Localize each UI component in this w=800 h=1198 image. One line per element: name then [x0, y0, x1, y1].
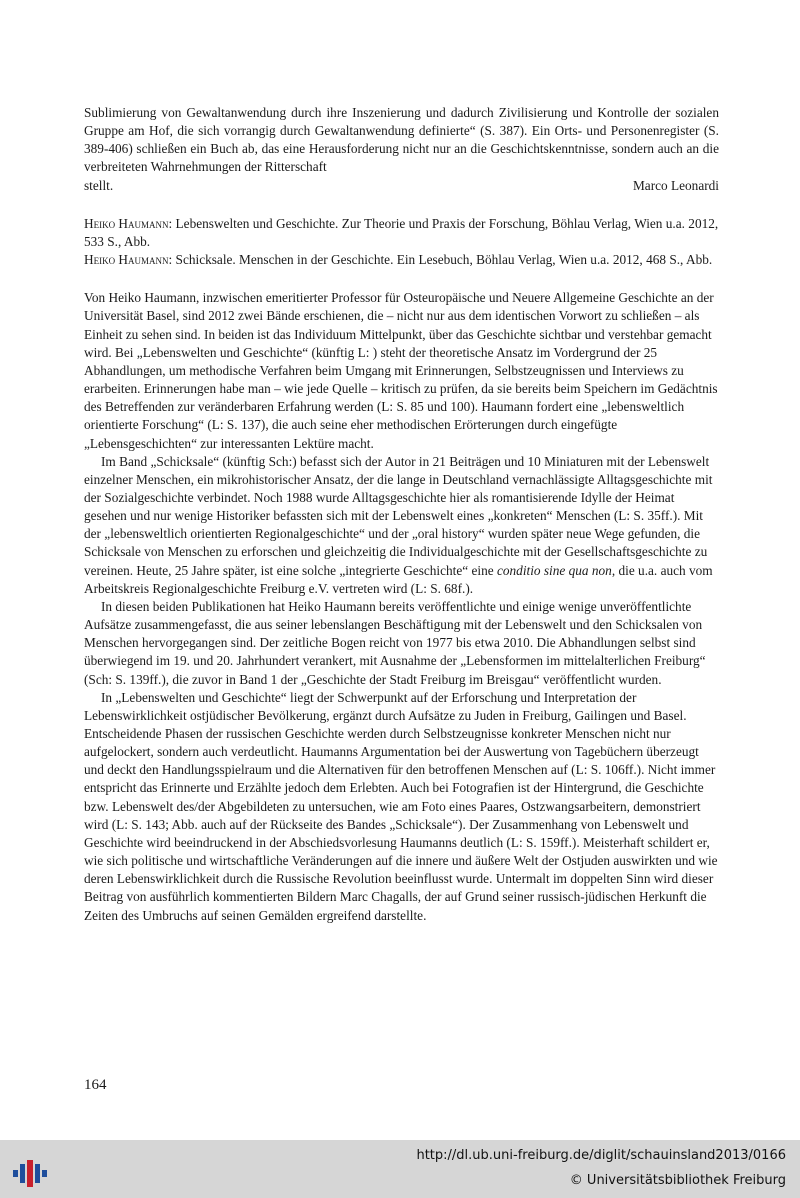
review-closing-text: Sublimierung von Gewaltanwendung durch ihre Inszenierung und dadurch Zivilisierung und Kontrolle der sozialen Gruppe am Hof, die sich vorrangig durch Gewaltanwendung definierte“ (S. 387). Ein Orts- und Personenregister (S. 389-406) schließen ein Buch ab, das eine Herausforderung nicht nur an die Geschichtskenntnisse, sondern auch an die verbreiteten Wahrnehmungen der Ritterschaft: [84, 105, 719, 175]
italic-phrase: conditio sine qua non: [496, 562, 612, 578]
footer-bar: [0, 1140, 800, 1198]
page-content: [84, 104, 719, 925]
citation-author: Heiko Haumann: [84, 252, 169, 268]
citation-author: Heiko Haumann: [84, 215, 169, 231]
reviewer-signature: Marco Leonardi: [632, 177, 719, 193]
footer-copyright: © Universitätsbibliothek Freiburg: [569, 1173, 786, 1188]
ub-freiburg-logo-icon: [11, 1150, 51, 1192]
closing-word: stellt.: [84, 177, 114, 193]
body-paragraph-1: Von Heiko Haumann, inzwischen emeritierter Professor für Osteuropäische und Neuere Allgemeine Geschichte an der Universität Basel, sind 2012 zwei Bände erschienen, die – nicht nur aus dem identischen Vorwort zu schließen – als Einheit zu sehen sind. In beiden ist das Individuum Mittelpunkt, über das Geschichte sichtbar und verstehbar gemacht wird. Bei „Lebenswelten und Geschichte“ (künftig L: ) steht der theoretische Ansatz im Vordergrund der 25 Abhandlungen, um methodische Verfahren beim Umgang mit Erinnerungen, Selbstzeugnissen und Interviews zu erarbeiten. Erinnerungen habe man – wie jede Quelle – kritisch zu prüfen, da sie bereits beim Speichern im Gedächtnis des Betreffenden zur veränderbaren Erfahrung werden (L: S. 85 und 100). Haumann fordert eine „lebensweltlich orientierte Forschung“ (L: S. 137), die auch seine eher methodischen Erörterungen durch eingefügte „Lebensgeschichten“ zur interessanten Lektüre macht.: [84, 290, 718, 451]
footer-url-link[interactable]: http://dl.ub.uni-freiburg.de/diglit/schauinsland2013/0166: [416, 1148, 786, 1163]
page-number: 164: [84, 1077, 107, 1093]
body-paragraph-3: In diesen beiden Publikationen hat Heiko Haumann bereits veröffentlichte und einige wenige unveröffentlichte Aufsätze zusammengefasst, die aus seiner lebenslangen Beschäftigung mit der Lebenswelt und den Schicksalen von Menschen hervorgegangen sind. Der zeitliche Bogen reicht von 1977 bis etwa 2010. Die Abhandlungen selbst sind überwiegend im 19. und 20. Jahrhundert verankert, mit Ausnahme der „Lebensformen im mittelalterlichen Freiburg“ (Sch: S. 139ff.), die zuvor in Band 1 der „Geschichte der Stadt Freiburg im Breisgau“ veröffentlicht wurden.: [84, 598, 706, 687]
paragraph-text: Im Band „Schicksale“ (künftig Sch:) befasst sich der Autor in 21 Beiträgen und 10 Miniaturen mit der Lebenswelt einzelner Menschen, ein mikrohistorischer Ansatz, der die lange in Deutschland vernachlässigte Alltagsgeschichte mit der Sozialgeschichte verbindet. Noch 1988 wurde Alltagsgeschichte hier als romantisierende Idylle der Heimat gesehen und nur wenige Historiker befassten sich mit der Lebenswelt eines „konkreten“ Menschen (L: S. 35ff.). Mit der „lebensweltlich orientierten Regionalgeschichte“ und der „oral history“ wurden später neue Wege gefunden, die Schicksale von Menschen zu erforschen und gleichzeitig die Individualgeschichte mit der Gesellschaftsgeschichte zu vereinen. Heute, 25 Jahre später, ist eine solche „integrierte Geschichte“ eine: [84, 453, 713, 578]
review-signature-line: [84, 177, 719, 195]
body-paragraph-4: In „Lebenswelten und Geschichte“ liegt der Schwerpunkt auf der Erforschung und Interpretation der Lebenswirklichkeit ostjüdischer Bevölkerung, ergänzt durch Aufsätze zu Juden in Freiburg, Gailingen und Basel. Entscheidende Phasen der russischen Geschichte werden durch Selbstzeugnisse konkreter Menschen nicht nur aufgelockert, sondern auch verdeutlicht. Haumanns Argumentation bei der Auswertung von Tagebüchern überzeugt und deckt den Handlungsspielraum und die Alternativen für den betroffenen Menschen auf (L: S. 106ff.). Nicht immer entspricht das Erinnerte und Erzählte jedoch dem Erlebten. Auch bei Fotografien ist der Hintergrund, die Geschichte bzw. Lebenswelt des/der Abgebildeten zu untersuchen, wie am Foto eines Paares, Ostzwangsarbeitern, demonstriert wird (L: S. 143; Abb. auch auf der Rückseite des Bandes „Schicksale“). Der Zusammenhang von Lebenswelt und Geschichte wird beeindruckend in der Abschiedsvorlesung Haumanns deutlich (L: S. 159ff.). Meisterhaft schildert er, wie sich politische und wirtschaftliche Veränderungen auf die innere und äußere Welt der Ostjuden auswirkten und wie deren Lebenswirklichkeit durch die Russische Revolution beeinflusst wurde. Untermalt im doppelten Sinn wird dieser Beitrag von ausführlich kommentierten Bildern Marc Chagalls, der auf Grund seiner russisch-jüdischen Herkunft die Zeiten des Umbruchs auf seinen Gemälden ergreifend darstellte.: [84, 689, 718, 923]
citation-2: [84, 251, 719, 269]
body-paragraph-2: [84, 453, 719, 598]
paragraph-text: , die u.a. auch vom Arbeitskreis Regionalgeschichte Freiburg e.V. vertreten wird (L: S. 68f.).: [84, 562, 713, 596]
citation-text: : Lebenswelten und Geschichte. Zur Theorie und Praxis der Forschung, Böhlau Verlag, Wien u.a. 2012, 533 S., Abb.: [84, 215, 719, 249]
citation-text: : Schicksale. Menschen in der Geschichte. Ein Lesebuch, Böhlau Verlag, Wien u.a. 2012, 468 S., Abb.: [168, 252, 713, 268]
citation-1: [84, 215, 719, 251]
